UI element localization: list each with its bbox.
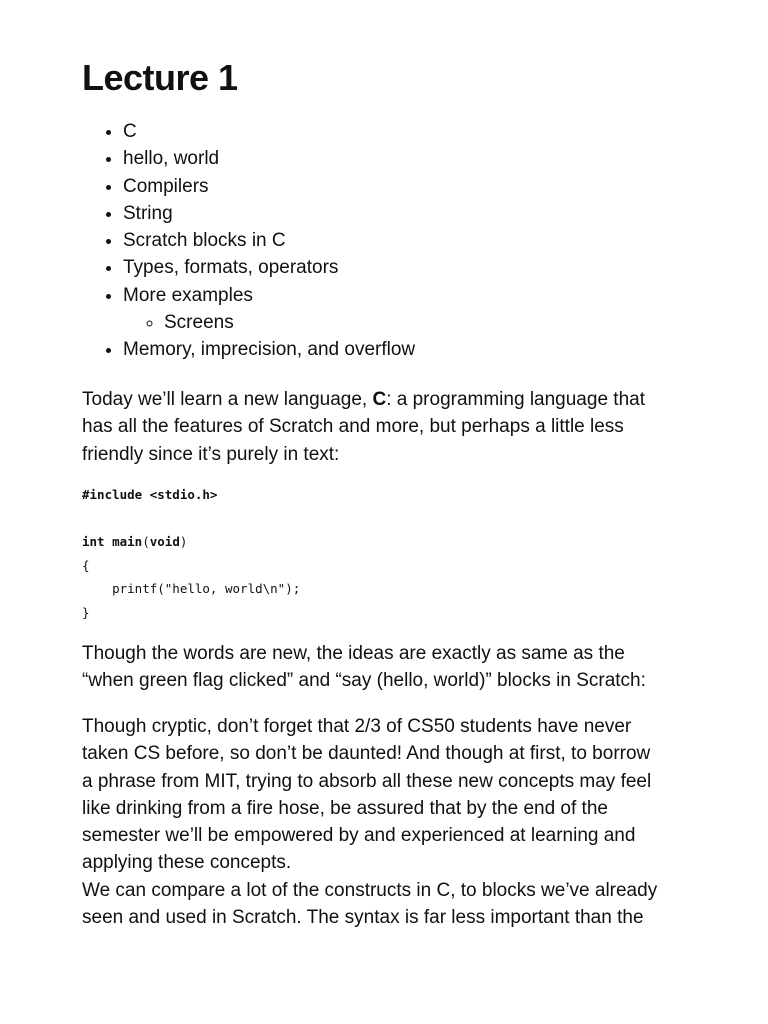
table-of-contents	[82, 118, 415, 364]
code-line-printf: printf("hello, world\n");	[82, 581, 301, 597]
code-line-blank	[82, 507, 300, 531]
toc-subitems	[123, 309, 415, 336]
code-line-close-brace: }	[82, 604, 90, 620]
toc-item-scratch-blocks[interactable]: • Scratch blocks in C	[123, 227, 415, 254]
toc-item-hello-world[interactable]: • hello, world	[123, 145, 415, 172]
encouragement-paragraph: Though cryptic, don’t forget that 2/3 of CS50 students have never taken CS before, so don’t be daunted! And though at first, to borrow a phrase from MIT, trying to absorb all these new concepts may feel like drinking from a fire hose, be assured that by the end of the semester we’ll be empowered by and experienced at learning and applying these concepts. We can compare a lot of the constructs in C, to blocks we’ve already seen and used in Scratch. The syntax is far less important than the	[82, 716, 658, 929]
language-name: C	[372, 389, 387, 410]
toc-item-string[interactable]: • String	[123, 200, 415, 227]
toc-item-more-examples[interactable]: • More examples ◦ Screens	[123, 282, 415, 337]
intro-paragraph: Today we’ll learn a new language, C: a programming language that has all the features of Scratch and more, but perhaps a little less friendly since it’s purely in text:	[82, 389, 645, 465]
comparison-paragraph: Though the words are new, the ideas are exactly as same as the “when green flag clicked” and “say (hello, world)” blocks in Scratch:	[82, 643, 646, 692]
code-line-main: int main(void)	[82, 534, 188, 550]
code-line-include: #include <stdio.h>	[82, 487, 218, 502]
code-line-open-brace: {	[82, 557, 90, 573]
toc-item-screens[interactable]: ◦ Screens	[164, 309, 415, 336]
toc-item-memory[interactable]: • Memory, imprecision, and overflow	[123, 336, 415, 363]
toc-item-types-formats-operators[interactable]: • Types, formats, operators	[123, 254, 415, 281]
toc-item-compilers[interactable]: • Compilers	[123, 173, 415, 200]
code-block	[82, 483, 300, 625]
page-title: Lecture 1	[82, 57, 238, 98]
toc-item-c[interactable]: • C	[123, 118, 415, 145]
